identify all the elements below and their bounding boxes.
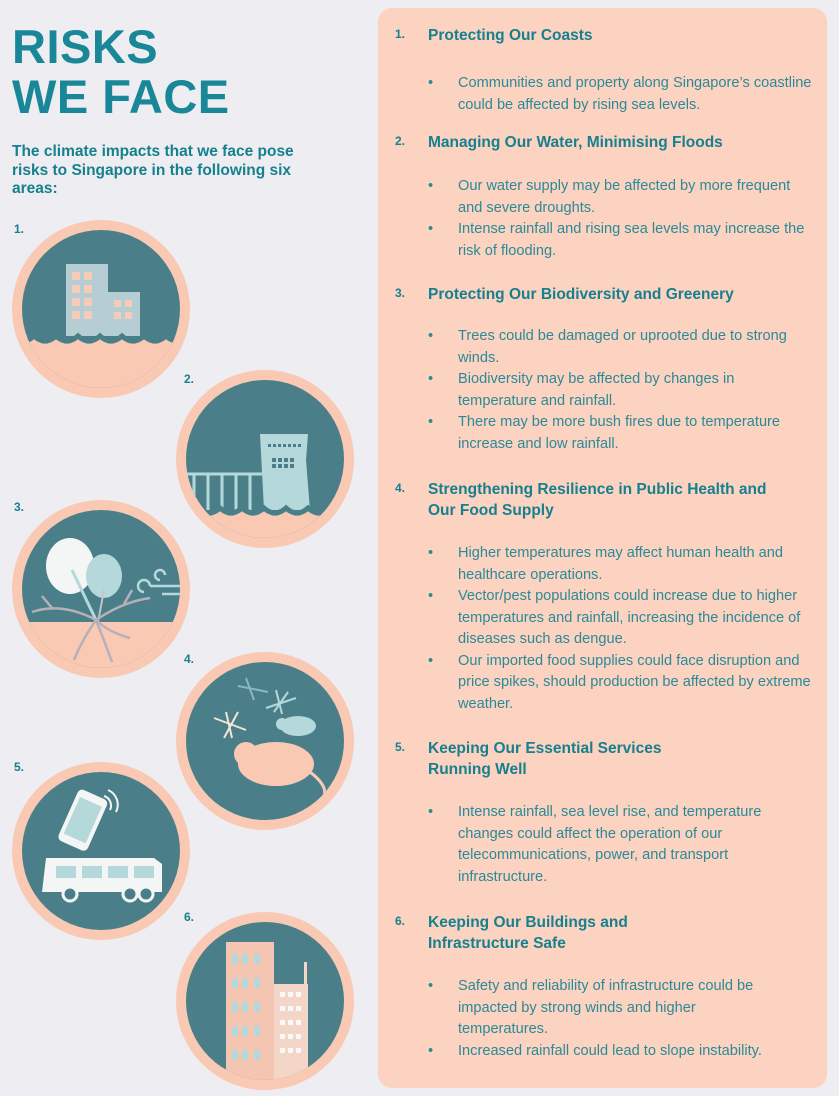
title-line-2: WE FACE	[12, 70, 230, 123]
section-number: 6.	[395, 914, 406, 928]
coast-flood-icon	[12, 220, 190, 398]
bullet-list	[428, 326, 813, 455]
section-title: Keeping Our Buildings and Infrastructure Safe	[428, 914, 628, 952]
bullet-item: • Higher temperatures may affect human health and healthcare operations.	[428, 543, 813, 586]
title-line-1: RISKS	[12, 20, 159, 73]
bullet-item: • Increased rainfall could lead to slope instability.	[428, 1041, 808, 1063]
section-number: 2.	[395, 134, 406, 148]
bullet-list	[428, 802, 813, 888]
bullet-list	[428, 543, 813, 715]
circle-label-1: 1.	[14, 222, 25, 236]
section-title: Keeping Our Essential Services Running Well	[428, 740, 662, 778]
section-number: 3.	[395, 286, 406, 300]
section-number: 5.	[395, 740, 406, 754]
fallen-tree-icon	[12, 500, 190, 678]
buildings-icon	[176, 912, 354, 1090]
bullet-item: • Intense rainfall and rising sea levels may increase the risk of flooding.	[428, 219, 813, 262]
circle-label-4: 4.	[184, 652, 195, 666]
circle-label-5: 5.	[14, 760, 25, 774]
bullet-list	[428, 176, 813, 262]
bullet-item: • Communities and property along Singapore’s coastline could be affected by rising sea levels.	[428, 73, 813, 116]
circle-label-2: 2.	[184, 372, 195, 386]
page-subtitle: The climate impacts that we face pose risks to Singapore in the following six areas:	[12, 143, 294, 197]
bullet-list	[428, 976, 808, 1062]
section-number: 1.	[395, 27, 406, 41]
bullet-item: • Our water supply may be affected by more frequent and severe droughts.	[428, 176, 813, 219]
bullet-item: • There may be more bush fires due to temperature increase and low rainfall.	[428, 412, 813, 455]
bullet-item: • Trees could be damaged or uprooted due to strong winds.	[428, 326, 813, 369]
section-title: Protecting Our Biodiversity and Greenery	[428, 286, 734, 303]
water-reservoir-icon	[176, 370, 354, 548]
section-title: Protecting Our Coasts	[428, 27, 593, 44]
section-title: Strengthening Resilience in Public Health and Our Food Supply	[428, 481, 767, 519]
circle-label-6: 6.	[184, 910, 195, 924]
bullet-item: • Vector/pest populations could increase due to higher temperatures and rainfall, increasing the incidence of diseases such as dengue.	[428, 586, 813, 651]
bullet-list	[428, 73, 813, 116]
page-title	[12, 22, 230, 122]
circle-label-3: 3.	[14, 500, 25, 514]
pest-rat-mosquito-icon	[176, 652, 354, 830]
phone-bus-icon	[12, 762, 190, 940]
bullet-item: • Safety and reliability of infrastructure could be impacted by strong winds and higher temperatures.	[428, 976, 808, 1041]
bullet-item: • Our imported food supplies could face disruption and price spikes, should production be affected by extreme weather.	[428, 651, 813, 716]
bullet-item: • Intense rainfall, sea level rise, and temperature changes could affect the operation of our telecommunications, power, and transport infrastructure.	[428, 802, 813, 888]
risks-panel	[378, 8, 827, 1088]
section-number: 4.	[395, 481, 406, 495]
section-title: Managing Our Water, Minimising Floods	[428, 134, 723, 151]
bullet-item: • Biodiversity may be affected by changes in temperature and rainfall.	[428, 369, 813, 412]
